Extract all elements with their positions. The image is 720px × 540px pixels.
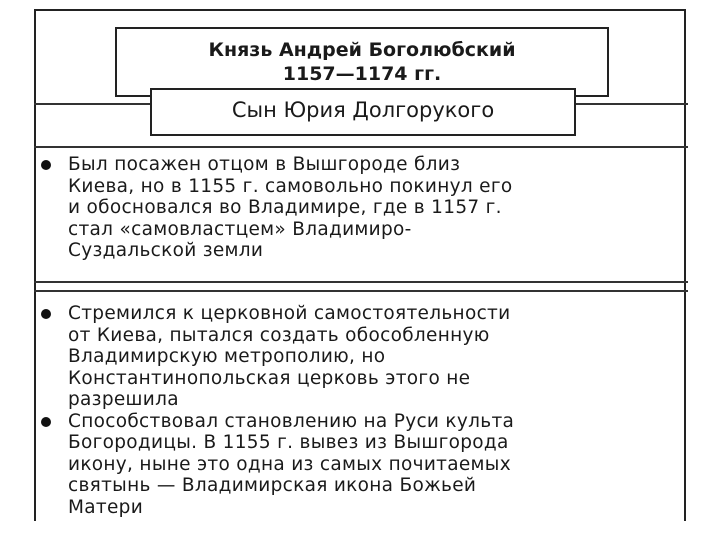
- section-biography: [34, 154, 688, 262]
- divider-section1-bottom: [34, 281, 688, 283]
- bullet-icon: [41, 417, 51, 427]
- item-line: от Киева, пытался создать обособленную: [68, 324, 490, 346]
- item-line: Был посажен отцом в Вышгороде близ: [68, 154, 461, 175]
- list-item: [34, 411, 688, 519]
- item-line: икону, ныне это одна из самых почитаемых: [68, 453, 511, 475]
- item-line: разрешила: [68, 389, 179, 410]
- item-line: и обосновался во Владимире, где в 1157 г.: [68, 197, 502, 218]
- item-line: святынь — Владимирская икона Божьей: [68, 475, 477, 496]
- item-line: Суздальской земли: [68, 240, 264, 261]
- list-item: [34, 154, 688, 262]
- section-church-policy: [34, 303, 688, 518]
- item-line: Стремился к церковной самостоятельности: [68, 303, 511, 324]
- divider-header-bottom: [34, 146, 688, 148]
- item-line: стал «самовластцем» Владимиро-: [68, 218, 412, 240]
- subtitle-box: [150, 88, 576, 136]
- item-line: Киева, но в 1155 г. самовольно покинул его: [68, 175, 513, 197]
- bullet-icon: [41, 160, 51, 170]
- item-line: Способствовал становлению на Руси культа: [68, 410, 515, 432]
- item-line: Богородицы. В 1155 г. вывез из Вышгорода: [68, 432, 509, 453]
- item-line: Матери: [68, 496, 144, 518]
- list-item: [34, 303, 688, 411]
- title-name: Князь Андрей Боголюбский: [208, 39, 516, 61]
- title-box: [115, 27, 609, 97]
- title-years: 1157—1174 гг.: [282, 63, 442, 85]
- bullet-icon: [41, 309, 51, 319]
- subtitle-text: Сын Юрия Долгорукого: [231, 98, 495, 122]
- item-line: Константинопольская церковь этого не: [68, 367, 471, 389]
- item-line: Владимирскую метрополию, но: [68, 346, 386, 367]
- divider-section2-top: [34, 290, 688, 292]
